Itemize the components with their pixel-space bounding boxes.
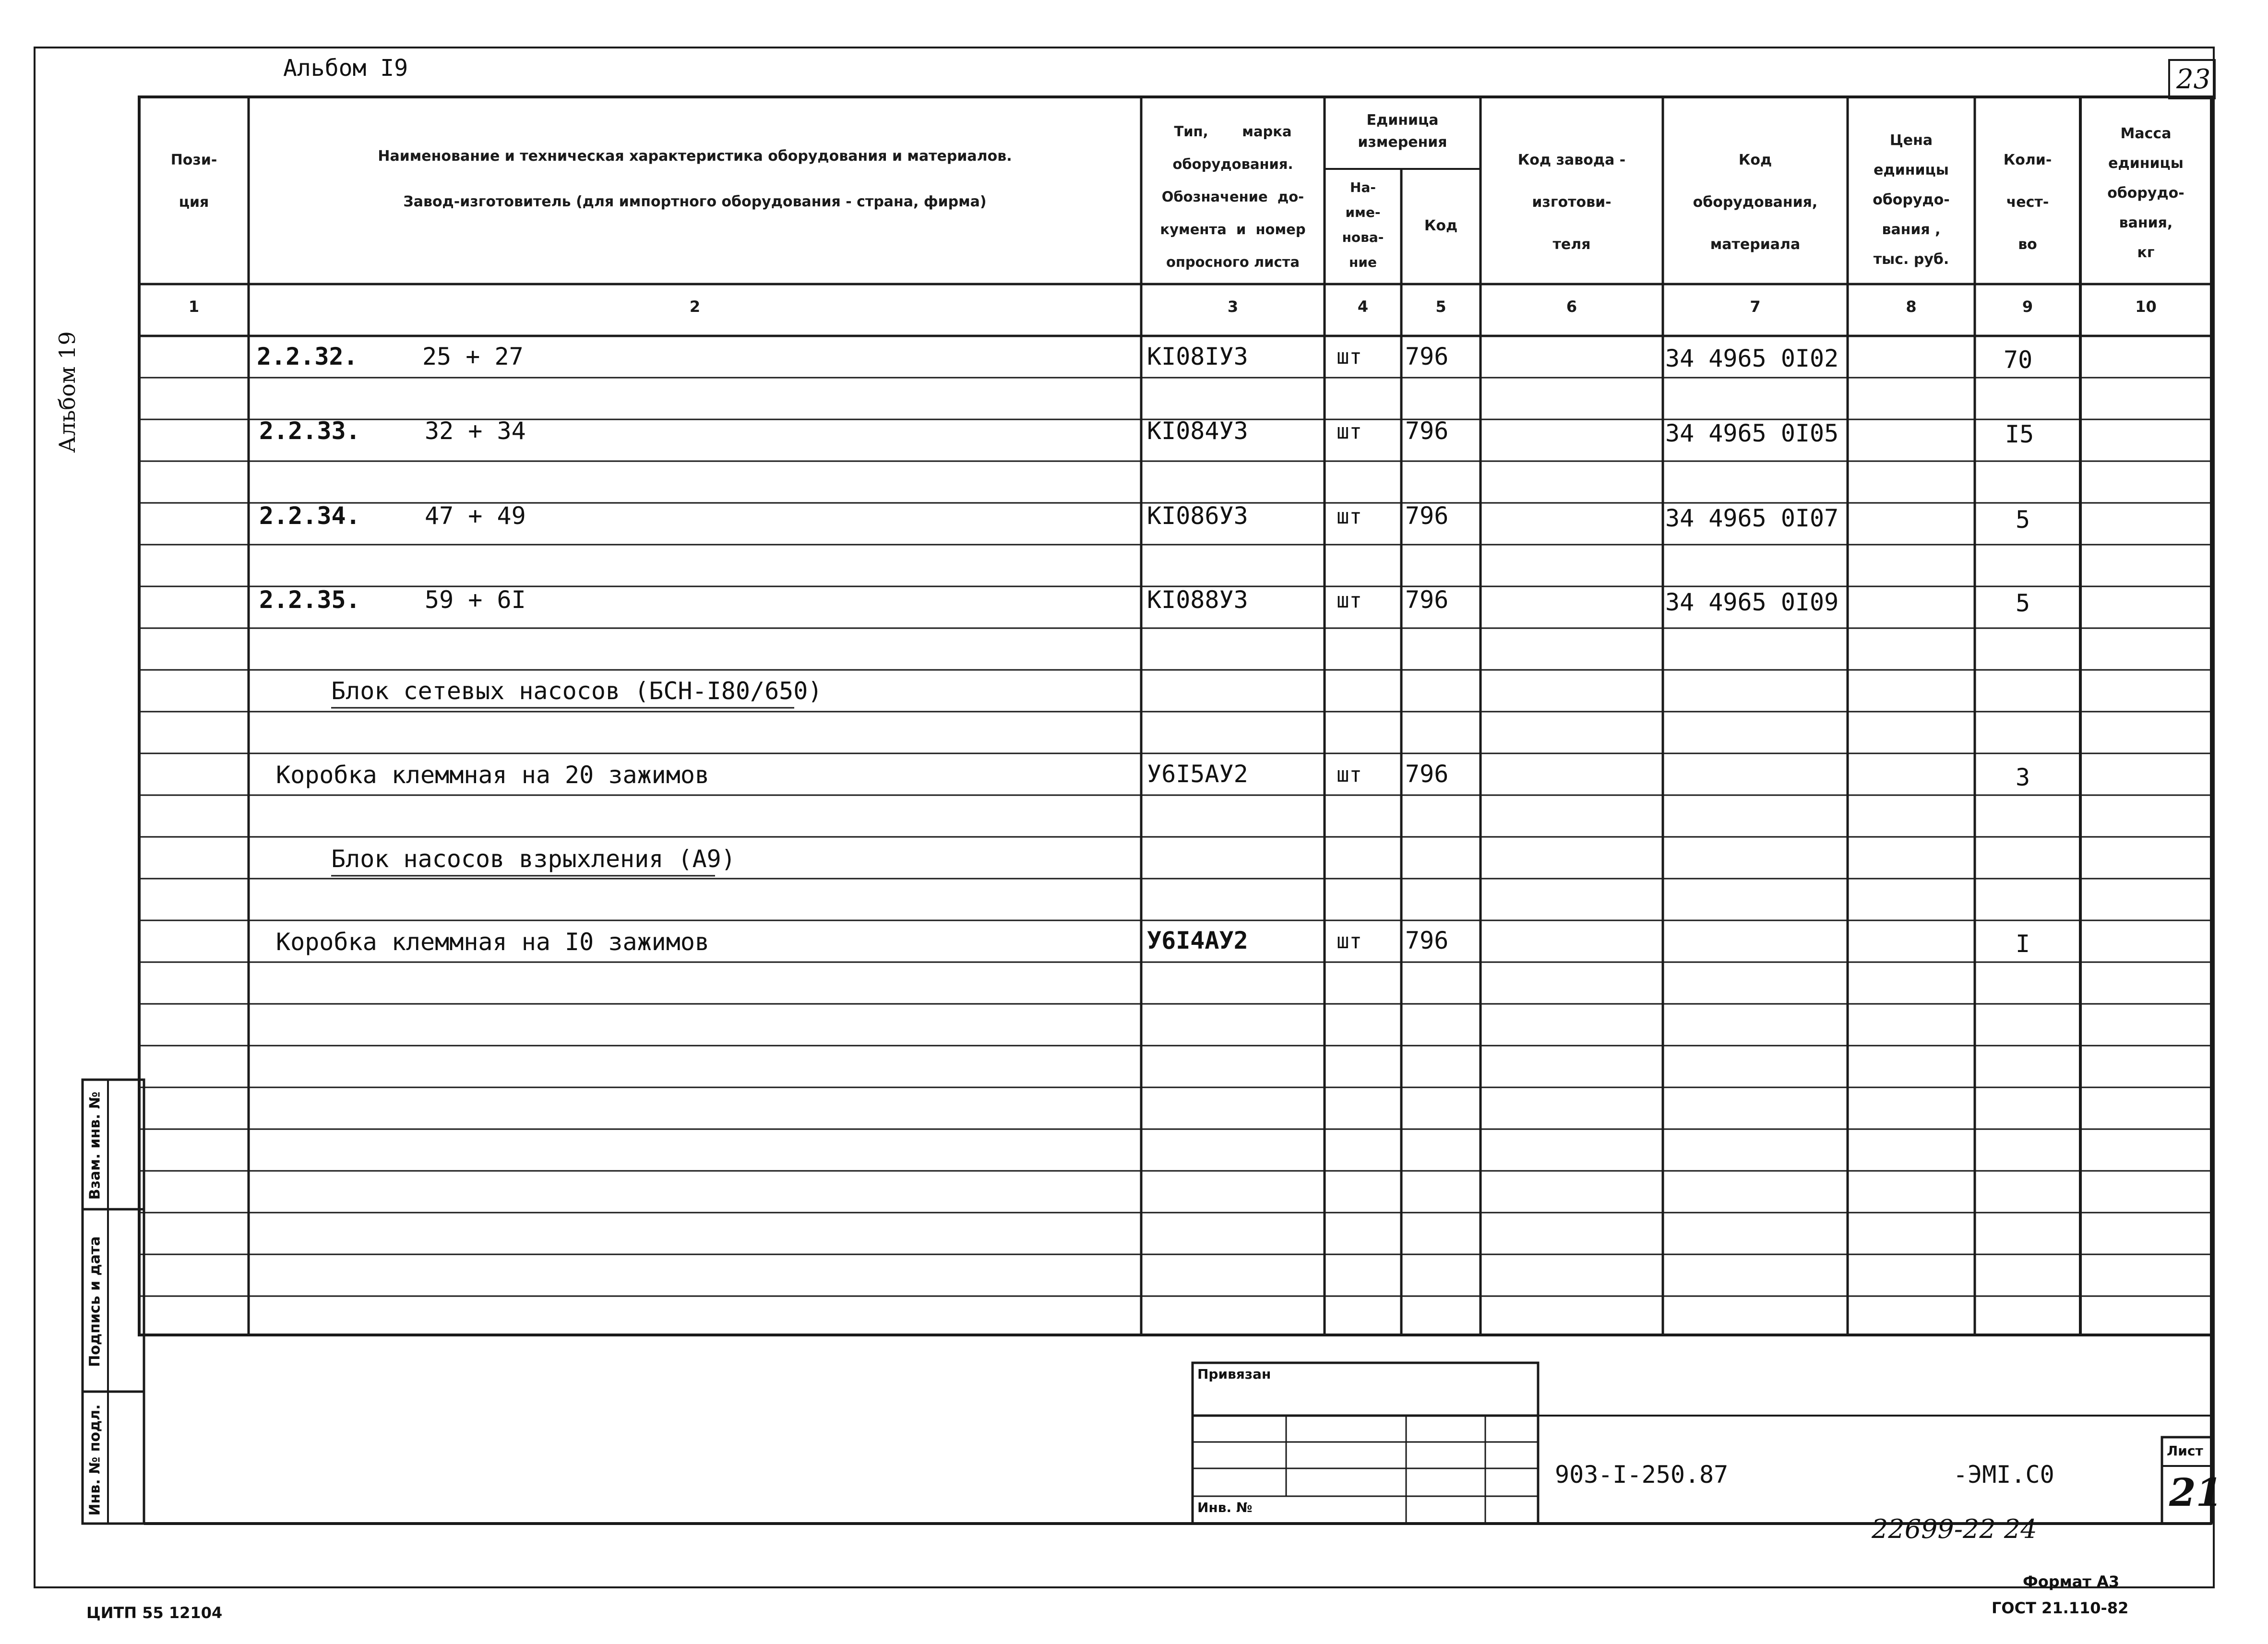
stamp-inv-no: Инв. № xyxy=(1197,1500,1253,1515)
sheet-corner-number: 23 xyxy=(2176,64,2211,95)
col-number-6: 6 xyxy=(1566,298,1577,316)
album-label: Альбом I9 xyxy=(283,55,408,82)
album-side-label: Альбом 19 xyxy=(54,331,80,453)
row-quantity: 5 xyxy=(2016,506,2030,534)
col-number-10: 10 xyxy=(2135,298,2157,316)
row-range: 59 + 6I xyxy=(425,586,526,614)
item-type: У6I4АУ2 xyxy=(1147,927,1248,954)
row-type: KI08IУ3 xyxy=(1147,343,1248,370)
stamp-privyazan: Привязан xyxy=(1197,1366,1271,1382)
row-quantity: 70 xyxy=(2004,346,2033,374)
row-position-name: 2.2.33. xyxy=(259,417,360,445)
header-position: Пози- ция xyxy=(170,152,217,211)
col-number-7: 7 xyxy=(1750,298,1761,316)
row-position-name: 2.2.32. xyxy=(257,343,358,370)
header-mass: Масса единицы оборудо- вания, кг xyxy=(2107,125,2184,261)
stamp-list-label: Лист xyxy=(2167,1443,2203,1459)
item-type: У6I5АУ2 xyxy=(1147,760,1248,788)
header-unit-name: На- име- нова- ние xyxy=(1342,179,1384,270)
item-unit: шт xyxy=(1337,929,1362,953)
header-price: Цена единицы оборудо- вания , тыс. руб. xyxy=(1873,132,1950,268)
row-material-code: 34 4965 0I05 xyxy=(1665,419,1839,447)
row-position-name: 2.2.34. xyxy=(259,502,360,530)
item-name: Коробка клеммная на 20 зажимов xyxy=(276,761,710,789)
item-name: Коробка клеммная на I0 зажимов xyxy=(276,928,710,956)
side-label-podpis: Подпись и дата xyxy=(86,1236,104,1367)
item-quantity: I xyxy=(2016,930,2030,958)
header-quantity: Коли- чест- во xyxy=(2003,152,2052,253)
item-unit-code: 796 xyxy=(1405,927,1449,954)
row-range: 25 + 27 xyxy=(422,343,524,370)
row-range: 32 + 34 xyxy=(425,417,526,445)
stamp-doc-code: 903-I-250.87 xyxy=(1555,1461,1729,1489)
row-unit-code: 796 xyxy=(1405,343,1449,370)
header-factory-code: Код завода - изготови- теля xyxy=(1517,152,1626,253)
col-number-1: 1 xyxy=(188,298,200,316)
col-number-8: 8 xyxy=(1906,298,1917,316)
row-material-code: 34 4965 0I07 xyxy=(1665,504,1839,532)
item-unit: шт xyxy=(1337,762,1362,787)
row-position-name: 2.2.35. xyxy=(259,586,360,614)
header-name-line1: Наименование и техническая характеристика оборудования и материалов. xyxy=(378,148,1012,165)
bottom-archive-number: 22699-22 24 xyxy=(1872,1514,2037,1544)
row-type: KI086У3 xyxy=(1147,502,1248,530)
header-unit-code: Код xyxy=(1424,217,1458,234)
row-unit-code: 796 xyxy=(1405,417,1449,445)
row-type: KI088У3 xyxy=(1147,586,1248,614)
row-unit: шт xyxy=(1337,588,1362,613)
side-label-vzam: Взам. инв. № xyxy=(86,1091,104,1200)
row-type: KI084У3 xyxy=(1147,417,1248,445)
citp-label: ЦИТП 55 12104 xyxy=(86,1604,223,1622)
row-material-code: 34 4965 0I09 xyxy=(1665,588,1839,616)
row-range: 47 + 49 xyxy=(425,502,526,530)
section-heading: Блок насосов взрыхления (А9) xyxy=(331,845,736,873)
item-quantity: 3 xyxy=(2016,763,2030,791)
header-unit: Единица измерения xyxy=(1358,112,1447,151)
stamp-doc-suffix: -ЭМI.С0 xyxy=(1953,1461,2054,1489)
col-number-4: 4 xyxy=(1357,298,1369,316)
row-unit: шт xyxy=(1337,504,1362,529)
header-type: Тип, марка оборудования. Обозначение до- кумента и номер опросного листа xyxy=(1160,123,1306,270)
header-material-code: Код оборудования, материала xyxy=(1693,152,1818,253)
row-unit-code: 796 xyxy=(1405,502,1449,530)
row-quantity: I5 xyxy=(2005,420,2034,448)
stamp-list-number: 21 xyxy=(2169,1470,2223,1515)
item-unit-code: 796 xyxy=(1405,760,1449,788)
format-label: Формат А3 xyxy=(2023,1573,2120,1591)
section-heading: Блок сетевых насосов (БСН-I80/650) xyxy=(331,677,823,705)
row-unit-code: 796 xyxy=(1405,586,1449,614)
row-unit: шт xyxy=(1337,345,1362,369)
col-number-9: 9 xyxy=(2022,298,2033,316)
col-number-5: 5 xyxy=(1435,298,1446,316)
header-name-line2: Завод-изготовитель (для импортного оборудования - страна, фирма) xyxy=(403,193,987,210)
row-unit: шт xyxy=(1337,419,1362,444)
gost-label: ГОСТ 21.110-82 xyxy=(1992,1599,2129,1617)
col-number-3: 3 xyxy=(1227,298,1239,316)
row-material-code: 34 4965 0I02 xyxy=(1665,345,1839,372)
col-number-2: 2 xyxy=(689,298,701,316)
side-label-inv: Инв. № подл. xyxy=(86,1404,104,1516)
row-quantity: 5 xyxy=(2016,589,2030,617)
